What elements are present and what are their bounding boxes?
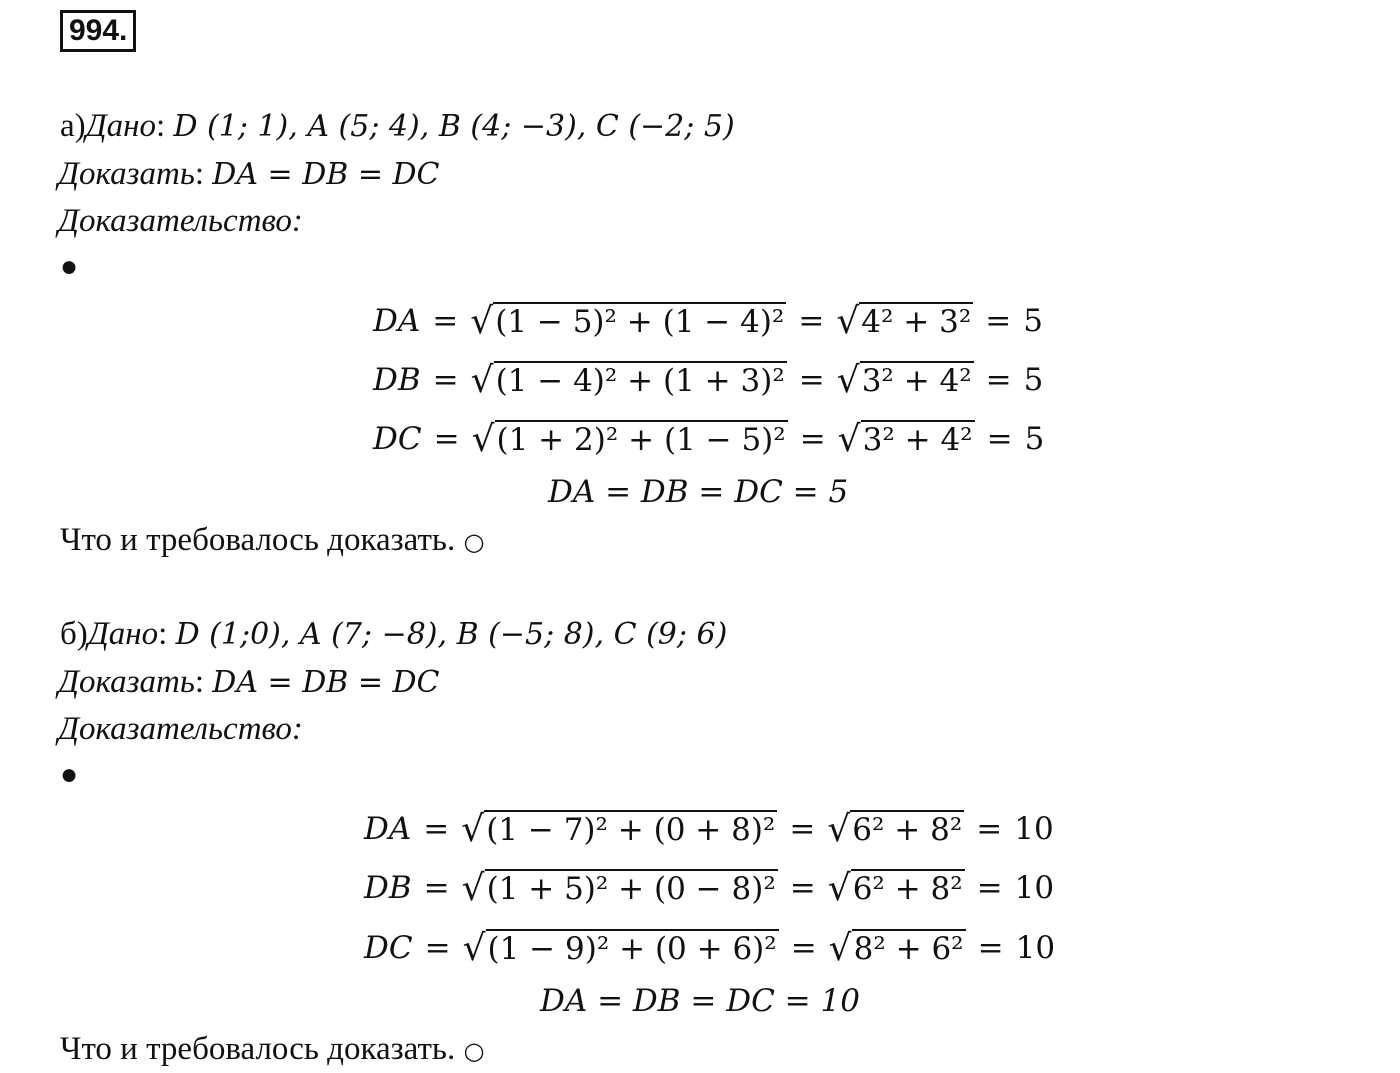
given-word: Дано — [85, 108, 157, 144]
sqrt-expression: √ 6² + 8² — [827, 809, 963, 850]
prove-line-b: Доказать: DA = DB = DC — [58, 664, 440, 700]
qed-mark: ○ — [463, 528, 485, 556]
eq-result: 5 — [1023, 303, 1043, 339]
sqrt-expression: √ (1 − 5)² + (1 − 4)² — [470, 301, 785, 342]
radicand: (1 − 9)² + (0 + 6)² — [487, 931, 777, 967]
sqrt-expression: √ 3² + 4² — [837, 419, 973, 460]
eq-lhs: DA — [373, 303, 421, 339]
equation-row: DA = √ (1 − 5)² + (1 − 4)² = √ 4² + 3² = 5 — [373, 301, 1043, 342]
qed-line-b — [60, 1031, 484, 1068]
qed-text: Что и требовалось доказать. — [60, 1031, 456, 1067]
sqrt-expression: √ (1 + 5)² + (0 − 8)² — [461, 868, 776, 909]
prove-word: Доказать — [58, 156, 195, 192]
radicand: (1 − 7)² + (0 + 8)² — [486, 812, 776, 848]
given-word: Дано — [87, 616, 159, 652]
given-points: D (1;0), A (7; −8), B (−5; 8), C (9; 6) — [175, 617, 728, 652]
prove-word: Доказать — [58, 664, 195, 700]
radicand: 3² + 4² — [861, 363, 972, 399]
qed-text: Что и требовалось доказать. — [60, 522, 456, 558]
bullet-a: ● — [60, 250, 79, 283]
sqrt-expression: √ (1 − 9)² + (0 + 6)² — [462, 928, 777, 969]
sqrt-expression: √ (1 + 2)² + (1 − 5)² — [471, 419, 786, 460]
radicand: 6² + 8² — [852, 812, 963, 848]
given-line-a: а)Дано: D (1; 1), A (5; 4), B (4; −3), C (−2; 5) — [60, 108, 735, 144]
eq-result: 5 — [1024, 421, 1045, 457]
sqrt-expression: √ 6² + 8² — [827, 868, 963, 909]
prove-statement: DA = DB = DC — [212, 665, 440, 700]
sqrt-expression: √ 4² + 3² — [836, 301, 972, 342]
radicand: 4² + 3² — [861, 304, 972, 340]
proof-heading-b: Доказательство: — [58, 711, 303, 747]
prove-line-a: Доказать: DA = DB = DC — [58, 156, 440, 192]
sqrt-expression: √ 3² + 4² — [836, 360, 972, 401]
radicand: 3² + 4² — [862, 422, 973, 458]
part-label: а) — [60, 108, 86, 144]
radicand: (1 − 5)² + (1 − 4)² — [495, 304, 785, 340]
radicand: 6² + 8² — [852, 871, 963, 907]
proof-word: Доказательство — [58, 203, 292, 239]
given-points: D (1; 1), A (5; 4), B (4; −3), C (−2; 5) — [173, 109, 735, 144]
conclusion-b: DA = DB = DC = 10 — [540, 983, 860, 1019]
qed-line-a — [60, 522, 484, 559]
eq-lhs: DB — [364, 870, 412, 906]
eq-result: 10 — [1015, 930, 1056, 966]
equation-row: DC = √ (1 + 2)² + (1 − 5)² = √ 3² + 4² = 5 — [373, 419, 1045, 460]
proof-word: Доказательство — [58, 711, 292, 747]
sqrt-expression: √ 8² + 6² — [828, 928, 964, 969]
part-label: б) — [60, 616, 88, 652]
problem-number: 994. — [60, 10, 136, 52]
radicand: (1 − 4)² + (1 + 3)² — [495, 363, 785, 399]
eq-lhs: DC — [373, 421, 422, 457]
proof-heading-a: Доказательство: — [58, 203, 303, 239]
prove-statement: DA = DB = DC — [212, 157, 440, 192]
conclusion-a: DA = DB = DC = 5 — [548, 474, 849, 510]
equation-row: DA = √ (1 − 7)² + (0 + 8)² = √ 6² + 8² = 10 — [364, 809, 1054, 850]
radicand: 8² + 6² — [853, 931, 964, 967]
equation-row: DB = √ (1 + 5)² + (0 − 8)² = √ 6² + 8² = 10 — [364, 868, 1055, 909]
eq-lhs: DB — [373, 362, 421, 398]
given-line-b: б)Дано: D (1;0), A (7; −8), B (−5; 8), C (9; 6) — [60, 616, 728, 652]
sqrt-expression: √ (1 − 4)² + (1 + 3)² — [470, 360, 785, 401]
eq-result: 10 — [1014, 870, 1055, 906]
radicand: (1 + 2)² + (1 − 5)² — [496, 422, 786, 458]
radicand: (1 + 5)² + (0 − 8)² — [486, 871, 776, 907]
qed-mark: ○ — [463, 1037, 485, 1065]
equation-row: DC = √ (1 − 9)² + (0 + 6)² = √ 8² + 6² = 10 — [364, 928, 1056, 969]
eq-result: 10 — [1014, 811, 1054, 847]
sqrt-expression: √ (1 − 7)² + (0 + 8)² — [461, 809, 776, 850]
equation-row: DB = √ (1 − 4)² + (1 + 3)² = √ 3² + 4² = 5 — [373, 360, 1044, 401]
bullet-b: ● — [60, 758, 79, 791]
eq-lhs: DC — [364, 930, 413, 966]
eq-lhs: DA — [364, 811, 412, 847]
eq-result: 5 — [1023, 362, 1044, 398]
